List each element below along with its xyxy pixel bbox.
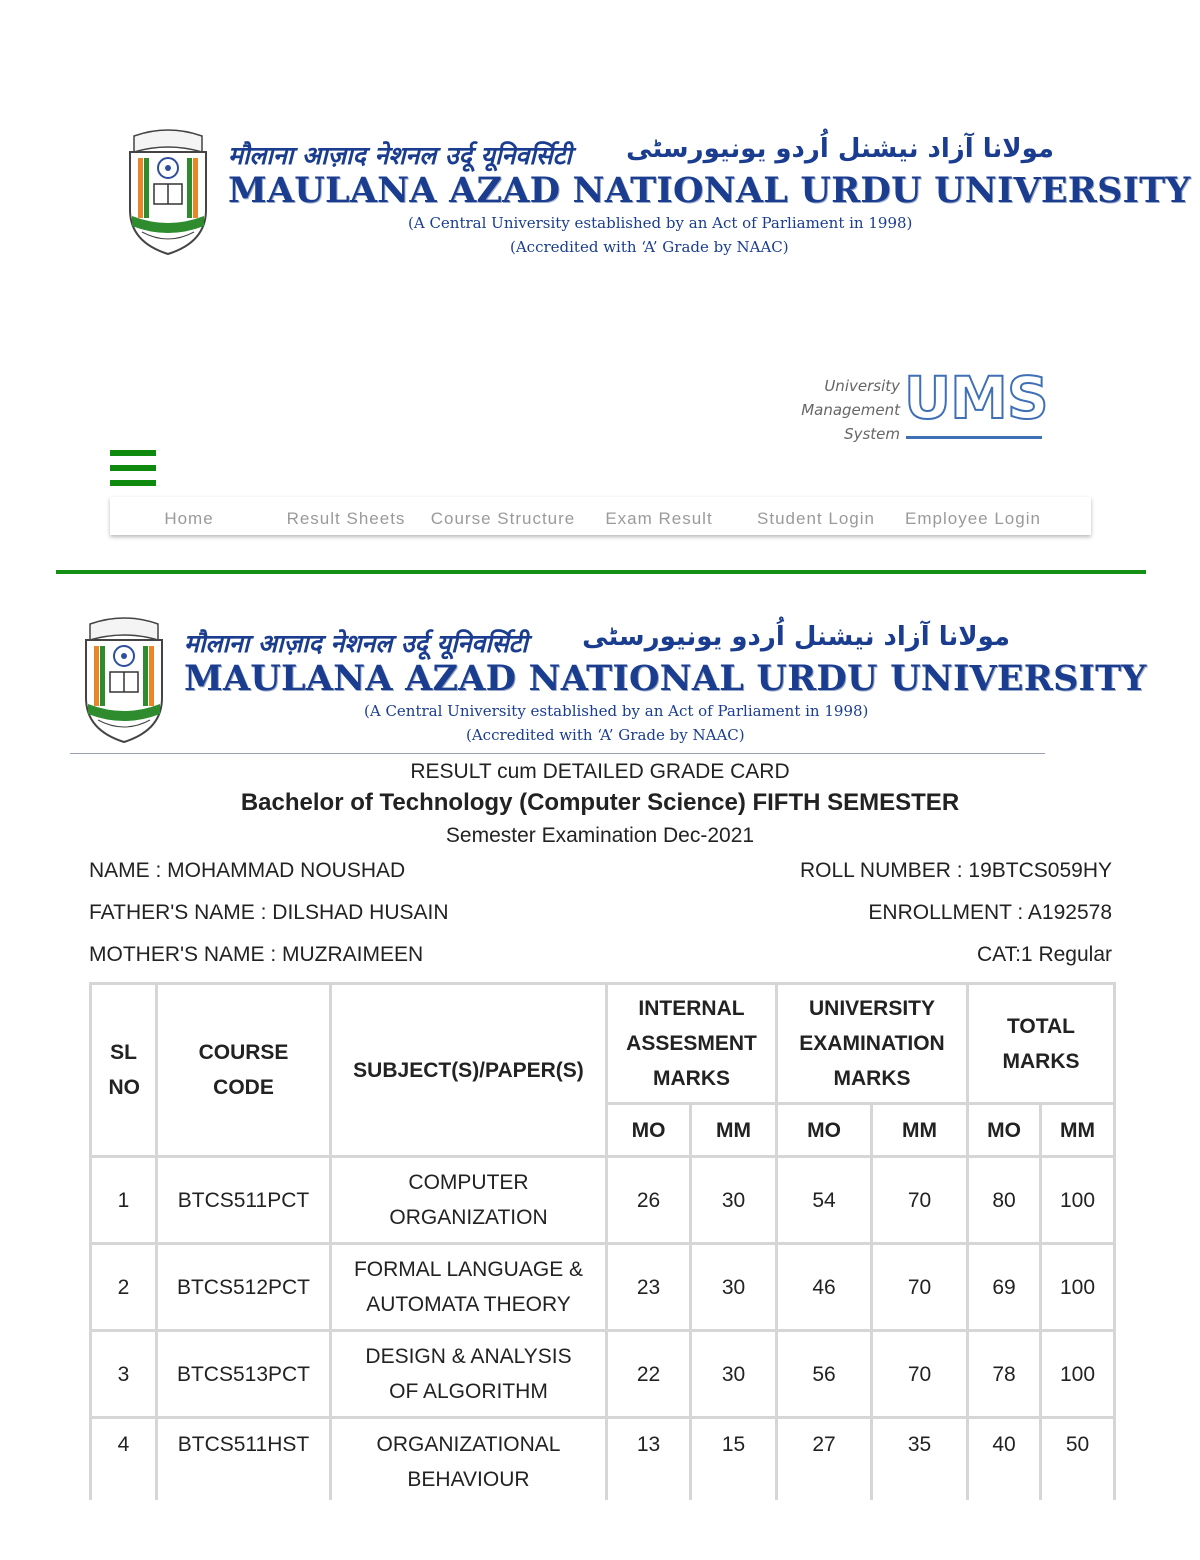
ums-logo-words — [800, 374, 900, 446]
header-course-code: COURSE CODE — [157, 984, 331, 1157]
header-ue-mo: MO — [777, 1104, 872, 1157]
cell-ue-mm: 70 — [872, 1157, 968, 1244]
cell-total-mm: 100 — [1041, 1331, 1115, 1418]
cell-total-mo: 80 — [968, 1157, 1041, 1244]
cell-ia-mm: 30 — [691, 1331, 777, 1418]
header-ia-mm: MM — [691, 1104, 777, 1157]
nav-divider — [56, 570, 1146, 574]
university-name: MAULANA AZAD NATIONAL URDU UNIVERSITY — [184, 658, 1147, 699]
cell-subject: FORMAL LANGUAGE & AUTOMATA THEORY — [331, 1244, 607, 1331]
cell-course-code: BTCS511PCT — [157, 1157, 331, 1244]
cell-ue-mo: 27 — [777, 1418, 872, 1505]
hindi-university-name: मौलाना आज़ाद नेशनल उर्दू यूनिवर्सिटी — [184, 629, 528, 658]
roll-number: ROLL NUMBER : 19BTCS059HY — [800, 859, 1112, 882]
ums-logo-line1: University — [824, 377, 900, 395]
cell-ia-mm: 15 — [691, 1418, 777, 1505]
cell-ia-mo: 13 — [607, 1418, 691, 1505]
cell-ia-mo: 26 — [607, 1157, 691, 1244]
cell-ia-mm: 30 — [691, 1157, 777, 1244]
ums-logo[interactable] — [800, 364, 1050, 443]
nav-item-course-structure[interactable]: Course Structure — [430, 509, 576, 528]
cell-subject: ORGANIZATIONAL BEHAVIOUR — [331, 1418, 607, 1505]
table-row — [91, 1157, 1115, 1244]
university-name: MAULANA AZAD NATIONAL URDU UNIVERSITY — [228, 170, 1191, 211]
university-seal-icon — [76, 610, 172, 746]
mother-name: MOTHER'S NAME : MUZRAIMEEN — [89, 943, 424, 966]
cell-total-mm: 100 — [1041, 1244, 1115, 1331]
header-total-mm: MM — [1041, 1104, 1115, 1157]
header-sl-no: SL NO — [91, 984, 157, 1157]
urdu-university-name: مولانا آزاد نیشنل اُردو یونیورسٹی — [582, 622, 1010, 652]
cell-course-code: BTCS513PCT — [157, 1331, 331, 1418]
header-total-marks: TOTAL MARKS — [968, 984, 1115, 1104]
hindi-university-name: मौलाना आज़ाद नेशनल उर्दू यूनिवर्सिटी — [228, 141, 572, 170]
cell-course-code: BTCS512PCT — [157, 1244, 331, 1331]
cell-ia-mo: 22 — [607, 1331, 691, 1418]
table-header-row — [91, 984, 1115, 1104]
university-seal-icon — [120, 122, 216, 258]
cell-sl: 2 — [91, 1244, 157, 1331]
cell-ia-mo: 23 — [607, 1244, 691, 1331]
cell-total-mo: 40 — [968, 1418, 1041, 1505]
table-row — [91, 1331, 1115, 1418]
nav-item-employee-login[interactable]: Employee Login — [905, 509, 1041, 528]
ums-logo-abbr: UMS — [904, 364, 1048, 432]
table-row — [91, 1418, 1115, 1505]
header-subject: SUBJECT(S)/PAPER(S) — [331, 984, 607, 1157]
header-ue-mm: MM — [872, 1104, 968, 1157]
banner-divider — [70, 753, 1045, 754]
university-subtitle-naac: (Accredited with ‘A’ Grade by NAAC) — [466, 726, 745, 744]
enrollment-number: ENROLLMENT : A192578 — [868, 901, 1112, 924]
cell-sl: 4 — [91, 1418, 157, 1505]
urdu-university-name: مولانا آزاد نیشنل اُردو یونیورسٹی — [626, 134, 1054, 164]
father-name: FATHER'S NAME : DILSHAD HUSAIN — [89, 901, 449, 924]
cell-sl: 1 — [91, 1157, 157, 1244]
university-subtitle-act: (A Central University established by an Act of Parliament in 1998) — [408, 214, 913, 232]
nav-item-exam-result[interactable]: Exam Result — [605, 509, 713, 528]
cell-course-code: BTCS511HST — [157, 1418, 331, 1505]
cell-ue-mm: 35 — [872, 1418, 968, 1505]
cell-ue-mm: 70 — [872, 1331, 968, 1418]
program-title: Bachelor of Technology (Computer Science) FIFTH SEMESTER — [240, 789, 960, 816]
ums-logo-line3: System — [844, 425, 900, 443]
nav-item-result-sheets[interactable]: Result Sheets — [286, 509, 406, 528]
university-banner — [120, 122, 1191, 262]
marks-table — [89, 982, 1116, 1506]
page-bottom-cutoff — [0, 1500, 1200, 1560]
header-internal-marks: INTERNAL ASSESMENT MARKS — [607, 984, 777, 1104]
cell-ue-mo: 54 — [777, 1157, 872, 1244]
cell-ia-mm: 30 — [691, 1244, 777, 1331]
category: CAT:1 Regular — [976, 943, 1112, 966]
cell-sl: 3 — [91, 1331, 157, 1418]
cell-total-mm: 100 — [1041, 1157, 1115, 1244]
cell-ue-mm: 70 — [872, 1244, 968, 1331]
student-name: NAME : MOHAMMAD NOUSHAD — [89, 859, 406, 882]
header-ia-mo: MO — [607, 1104, 691, 1157]
cell-ue-mo: 46 — [777, 1244, 872, 1331]
cell-subject: COMPUTER ORGANIZATION — [331, 1157, 607, 1244]
cell-total-mo: 78 — [968, 1331, 1041, 1418]
hamburger-menu-icon[interactable] — [110, 450, 156, 488]
header-total-mo: MO — [968, 1104, 1041, 1157]
nav-item-home[interactable]: Home — [164, 509, 214, 528]
cell-total-mm: 50 — [1041, 1418, 1115, 1505]
grade-card-banner — [76, 610, 1147, 750]
nav-item-student-login[interactable]: Student Login — [757, 509, 875, 528]
cell-ue-mo: 56 — [777, 1331, 872, 1418]
cell-subject: DESIGN & ANALYSIS OF ALGORITHM — [331, 1331, 607, 1418]
grade-card-title: RESULT cum DETAILED GRADE CARD — [410, 760, 790, 783]
ums-logo-underline — [906, 436, 1042, 439]
university-subtitle-act: (A Central University established by an Act of Parliament in 1998) — [364, 702, 869, 720]
cell-total-mo: 69 — [968, 1244, 1041, 1331]
header-university-marks: UNIVERSITY EXAMINATION MARKS — [777, 984, 968, 1104]
university-subtitle-naac: (Accredited with ‘A’ Grade by NAAC) — [510, 238, 789, 256]
table-row — [91, 1244, 1115, 1331]
ums-logo-line2: Management — [801, 401, 900, 419]
exam-session: Semester Examination Dec-2021 — [445, 824, 755, 847]
